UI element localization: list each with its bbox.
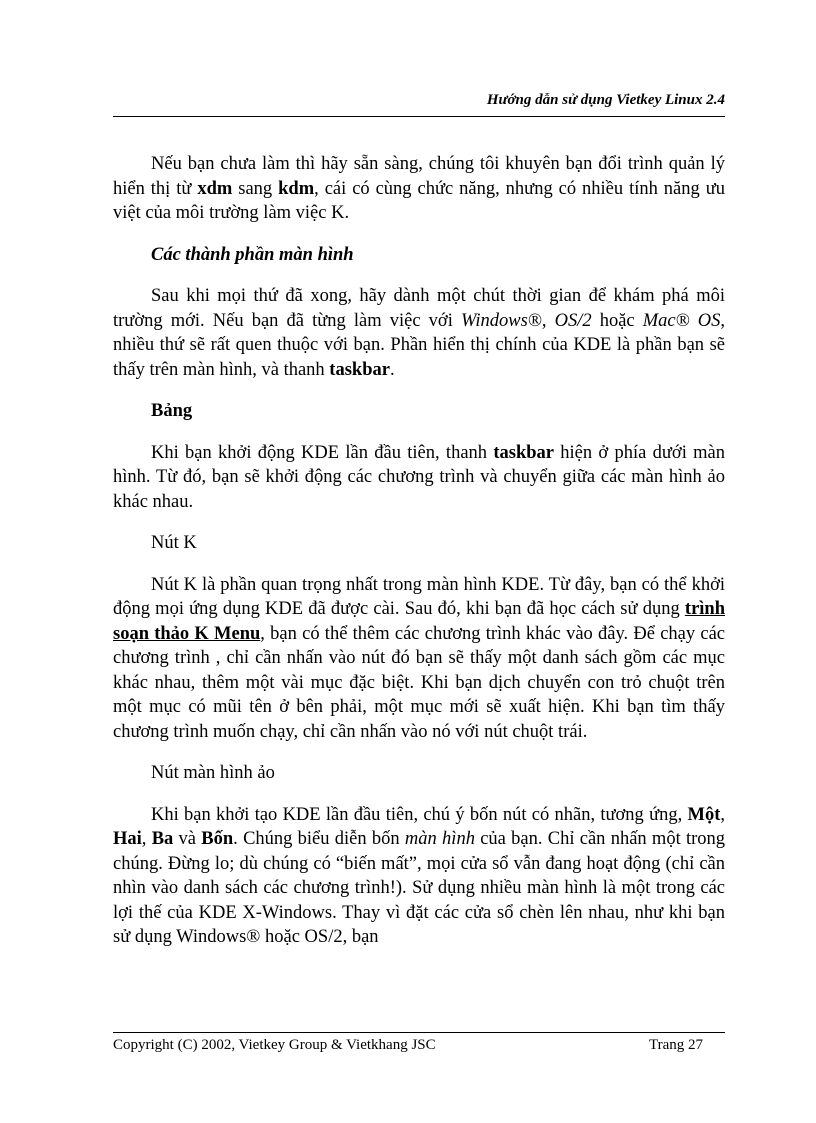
text: ,	[141, 829, 152, 849]
text: , cái có cùng chức năng, nhưng có nhiều tính năng ưu việt của môi trường làm việc K.	[113, 178, 725, 223]
paragraph-virtual-desktops	[113, 803, 725, 950]
text: sang	[232, 178, 279, 199]
running-footer	[113, 1037, 725, 1054]
text: ,	[541, 310, 555, 331]
term-mot: Một	[687, 804, 721, 825]
heading-panel: Bảng	[151, 401, 193, 421]
paragraph-taskbar	[113, 441, 725, 515]
text: và	[173, 829, 202, 849]
term-xdm: xdm	[197, 178, 233, 199]
page-number: Trang 27	[648, 1037, 703, 1053]
paragraph-k-button	[113, 573, 725, 745]
text: . Chúng biểu diễn bốn	[233, 829, 405, 849]
text: Khi bạn khởi động KDE lần đầu tiên, thanh	[151, 442, 494, 463]
term-bon: Bốn	[201, 829, 234, 849]
heading-virtual-desktop-buttons: Nút màn hình ảo	[151, 763, 275, 783]
text: Khi bạn khởi tạo KDE lần đầu tiên, chú ý bốn nút có nhãn, tương ứng,	[151, 804, 688, 825]
term-kdm: kdm	[278, 178, 315, 199]
term-os2: OS/2	[554, 310, 592, 331]
running-header: Hướng dẫn sử dụng Vietkey Linux 2.4	[486, 92, 725, 108]
link-k-menu-editor[interactable]: trình soạn thảo K Menu	[113, 599, 725, 644]
document-body	[113, 152, 725, 967]
text: Sau khi mọi thứ đã xong, hãy dành một chút thời gian để khám phá môi trường mới. Nếu bạn đã từng làm việc với	[113, 286, 725, 331]
text: hoặc	[591, 310, 643, 331]
text: của bạn. Chỉ cần nhấn một trong chúng. Đừng lo; dù chúng có “biến mất”, mọi cửa sổ vẫn đang hoạt động (chỉ cần nhìn vào danh sách các chương trình!). Sử dụng nhiều màn hình là một trong các lợi thế của KDE X-Windows. Thay vì đặt các cửa sổ chèn lên nhau, như khi bạn sử dụng Windows® hoặc OS/2, bạn	[113, 829, 726, 947]
text: hiện ở phía dưới màn hình. Từ đó, bạn sẽ khởi động các chương trình và chuyển giữa các màn hình ảo khác nhau.	[113, 442, 725, 512]
footer-rule	[113, 1032, 725, 1033]
text: .	[389, 359, 395, 380]
text: , nhiều thứ sẽ rất quen thuộc với bạn. Phần hiển thị chính của KDE là phần bạn sẽ thấy trên màn hình, và thanh	[113, 310, 726, 380]
text: Nếu bạn chưa làm thì hãy sẵn sàng, chúng tôi khuyên bạn đổi trình quản lý hiển thị từ	[113, 154, 725, 199]
paragraph-explore-environment	[113, 284, 725, 382]
term-taskbar: taskbar	[329, 359, 390, 380]
term-man-hinh: màn hình	[404, 829, 475, 849]
text: , bạn có thể thêm các chương trình khác vào đây. Để chạy các chương trình , chỉ cần nhấn vào nút đó bạn sẽ thấy một danh sách gồm các mục khác nhau, thêm một vài mục đặc biệt. Khi bạn dịch chuyển con trỏ chuột trên một mục có mũi tên ở bên phải, một mục mới sẽ xuất hiện. Khi bạn tìm thấy chương trình muốn chạy, chỉ cần nhấn vào nó với nút chuột trái.	[113, 623, 725, 742]
text: Nút K là phần quan trọng nhất trong màn hình KDE. Từ đây, bạn có thể khởi động mọi ứng dụng KDE đã được cài. Sau đó, khi bạn đã học cách sử dụng	[113, 574, 725, 619]
term-taskbar: taskbar	[493, 442, 554, 463]
heading-screen-components: Các thành phần màn hình	[151, 244, 354, 265]
term-ba: Ba	[151, 829, 174, 849]
header-rule	[113, 116, 725, 117]
paragraph-display-manager	[113, 152, 725, 226]
term-macos: Mac® OS	[642, 310, 721, 331]
heading-k-button: Nút K	[151, 533, 197, 553]
term-hai: Hai	[113, 829, 142, 849]
copyright-text: Copyright (C) 2002, Vietkey Group & Vietkhang JSC	[113, 1037, 436, 1053]
term-windows: Windows®	[460, 310, 542, 331]
text: ,	[720, 804, 725, 825]
